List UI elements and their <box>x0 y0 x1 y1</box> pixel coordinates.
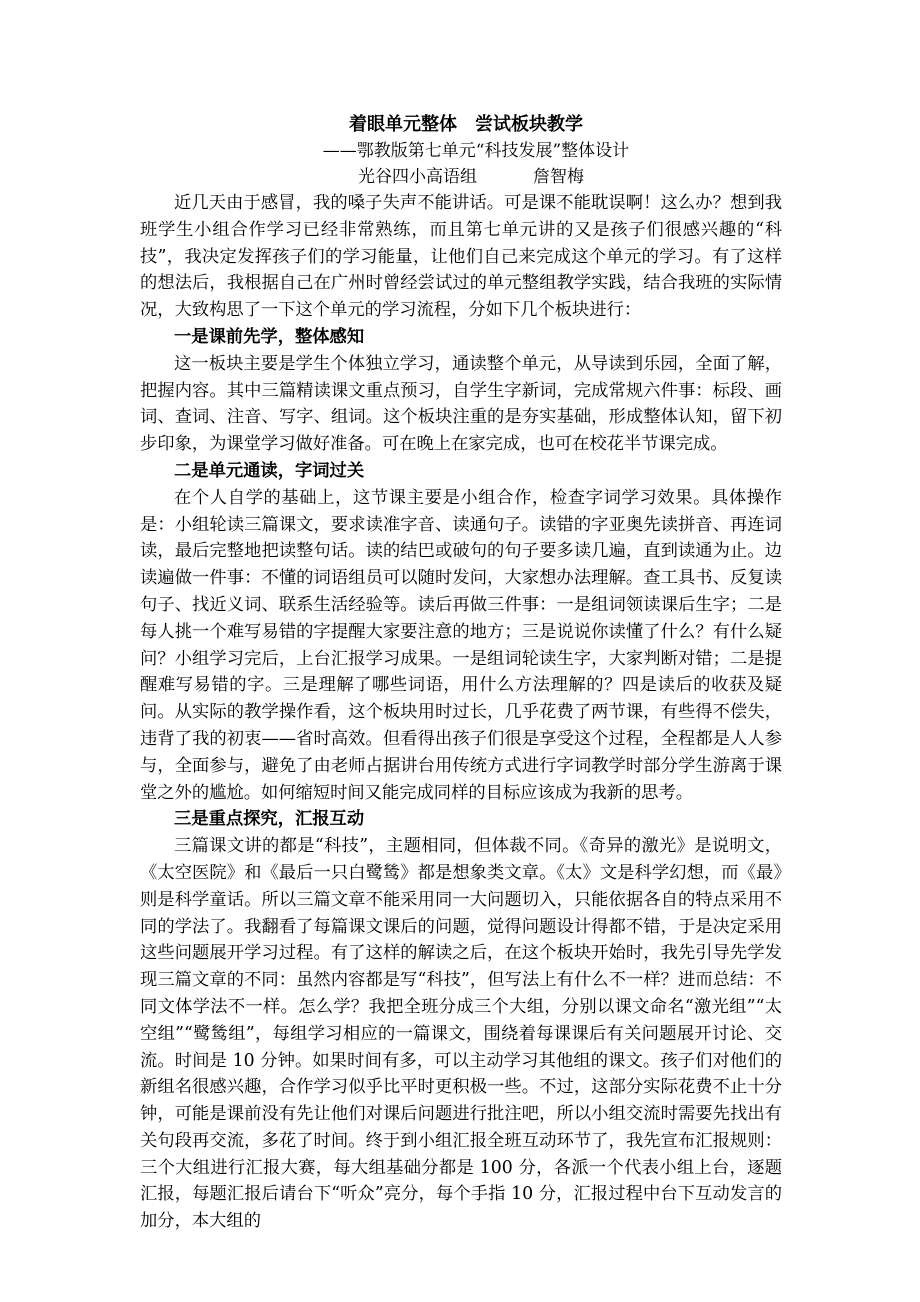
section-2-paragraph: 在个人自学的基础上，这节课主要是小组合作，检查字词学习效果。具体操作是：小组轮读三篇课文，要求读准字音、读通句子。读错的字亚奥先读拼音、再连词读，最后完整地把读整句话。读的结巴或破句的句子要多读几遍，直到读通为止。边读遍做一件事：不懂的词语组员可以随时发问，大家想办法理解。查工具书、反复读句子、找近义词、联系生活经验等。读后再做三件事：一是组词领读课后生字；二是每人挑一个难写易错的字提醒大家要注意的地方；三是说说你读懂了什么？有什么疑问？小组学习完后，上台汇报学习成果。一是组词轮读生字，大家判断对错；二是提醒难写易错的字。三是理解了哪些词语，用什么方法理解的？四是读后的收获及疑问。从实际的教学操作看，这个板块用时过长，几乎花费了两节课，有些得不偿失，违背了我的初衷——省时高效。但看得出孩子们很是享受这个过程，全程都是人人参与，全面参与，避免了由老师占据讲台用传统方式进行字词教学时部分学生游离于课堂之外的尴尬。如何缩短时间又能完成同样的目标应该成为我新的思考。 <box>140 487 782 803</box>
section-1-heading: 一是课前先学，整体感知 <box>174 326 365 347</box>
intro-paragraph: 近几天由于感冒，我的嗓子失声不能讲话。可是课不能耽误啊！这么办？想到我班学生小组合作学习已经非常熟练，而且第七单元讲的又是孩子们很感兴趣的“科技”，我决定发挥孩子们的学习能量，让他们自己来完成这个单元的学习。有了这样的想法后，我根据自己在广州时曾经尝试过的单元整组教学实践，结合我班的实际情况，大致构思了一下这个单元的学习流程，分如下几个板块进行： <box>140 193 782 321</box>
section-3-heading: 三是重点探究，汇报互动 <box>174 809 365 830</box>
school-name: 光谷四小高语组 <box>358 167 477 187</box>
author-name: 詹智梅 <box>533 167 584 187</box>
section-3-paragraph: 三篇课文讲的都是“科技”，主题相同，但体裁不同。《奇异的激光》是说明文，《太空医院》和《最后一只白鹭鸶》都是想象类文章。《太》文是科学幻想，而《最》则是科学童话。所以三篇文章不能采用同一大问题切入，只能依据各自的特点采用不同的学法了。我翻看了每篇课文课后的问题，觉得问题设计得都不错，于是决定采用这些问题展开学习过程。有了这样的解读之后，在这个板块开始时，我先引导先学发现三篇文章的不同：虽然内容都是写“科技”，但写法上有什么不一样？进而总结：不同文体学法不一样。怎么学？我把全班分成三个大组，分别以课文命名“激光组”“太空组”“鹭鸶组”，每组学习相应的一篇课文，围绕着每课课后有关问题展开讨论、交流。时间是 10 分钟。如果时间有多，可以主动学习其他组的课文。孩子们对他们的新组名很感兴趣，合作学习似乎比平时更积极一些。不过，这部分实际花费不止十分钟，可能是课前没有先让他们对课后问题进行批注吧，所以小组交流时需要先找出有关句段再交流，多花了时间。终于到小组汇报全班互动环节了，我先宣布汇报规则：三个大组进行汇报大赛，每大组基础分都是 100 分，各派一个代表小组上台，逐题汇报，每题汇报后请台下“听众”亮分，每个手指 10 分，汇报过程中台下互动发言的加分，本大组的 <box>140 836 782 1232</box>
document-title: 着眼单元整体 尝试板块教学 <box>349 114 583 135</box>
document-subtitle: ——鄂教版第七单元“科技发展”整体设计 <box>322 141 630 161</box>
author-line <box>140 164 782 190</box>
document-page <box>140 112 782 1235</box>
section-1-paragraph: 这一板块主要是学生个体独立学习，通读整个单元，从导读到乐园，全面了解，把握内容。其中三篇精读课文重点预习，自学生字新词，完成常规六件事：标段、画词、查词、注音、写字、组词。这个板块注重的是夯实基础，形成整体认知，留下初步印象，为课堂学习做好准备。可在晚上在家完成，也可在校花半节课完成。 <box>140 353 782 455</box>
section-2-heading: 二是单元通读，字词过关 <box>174 460 365 481</box>
